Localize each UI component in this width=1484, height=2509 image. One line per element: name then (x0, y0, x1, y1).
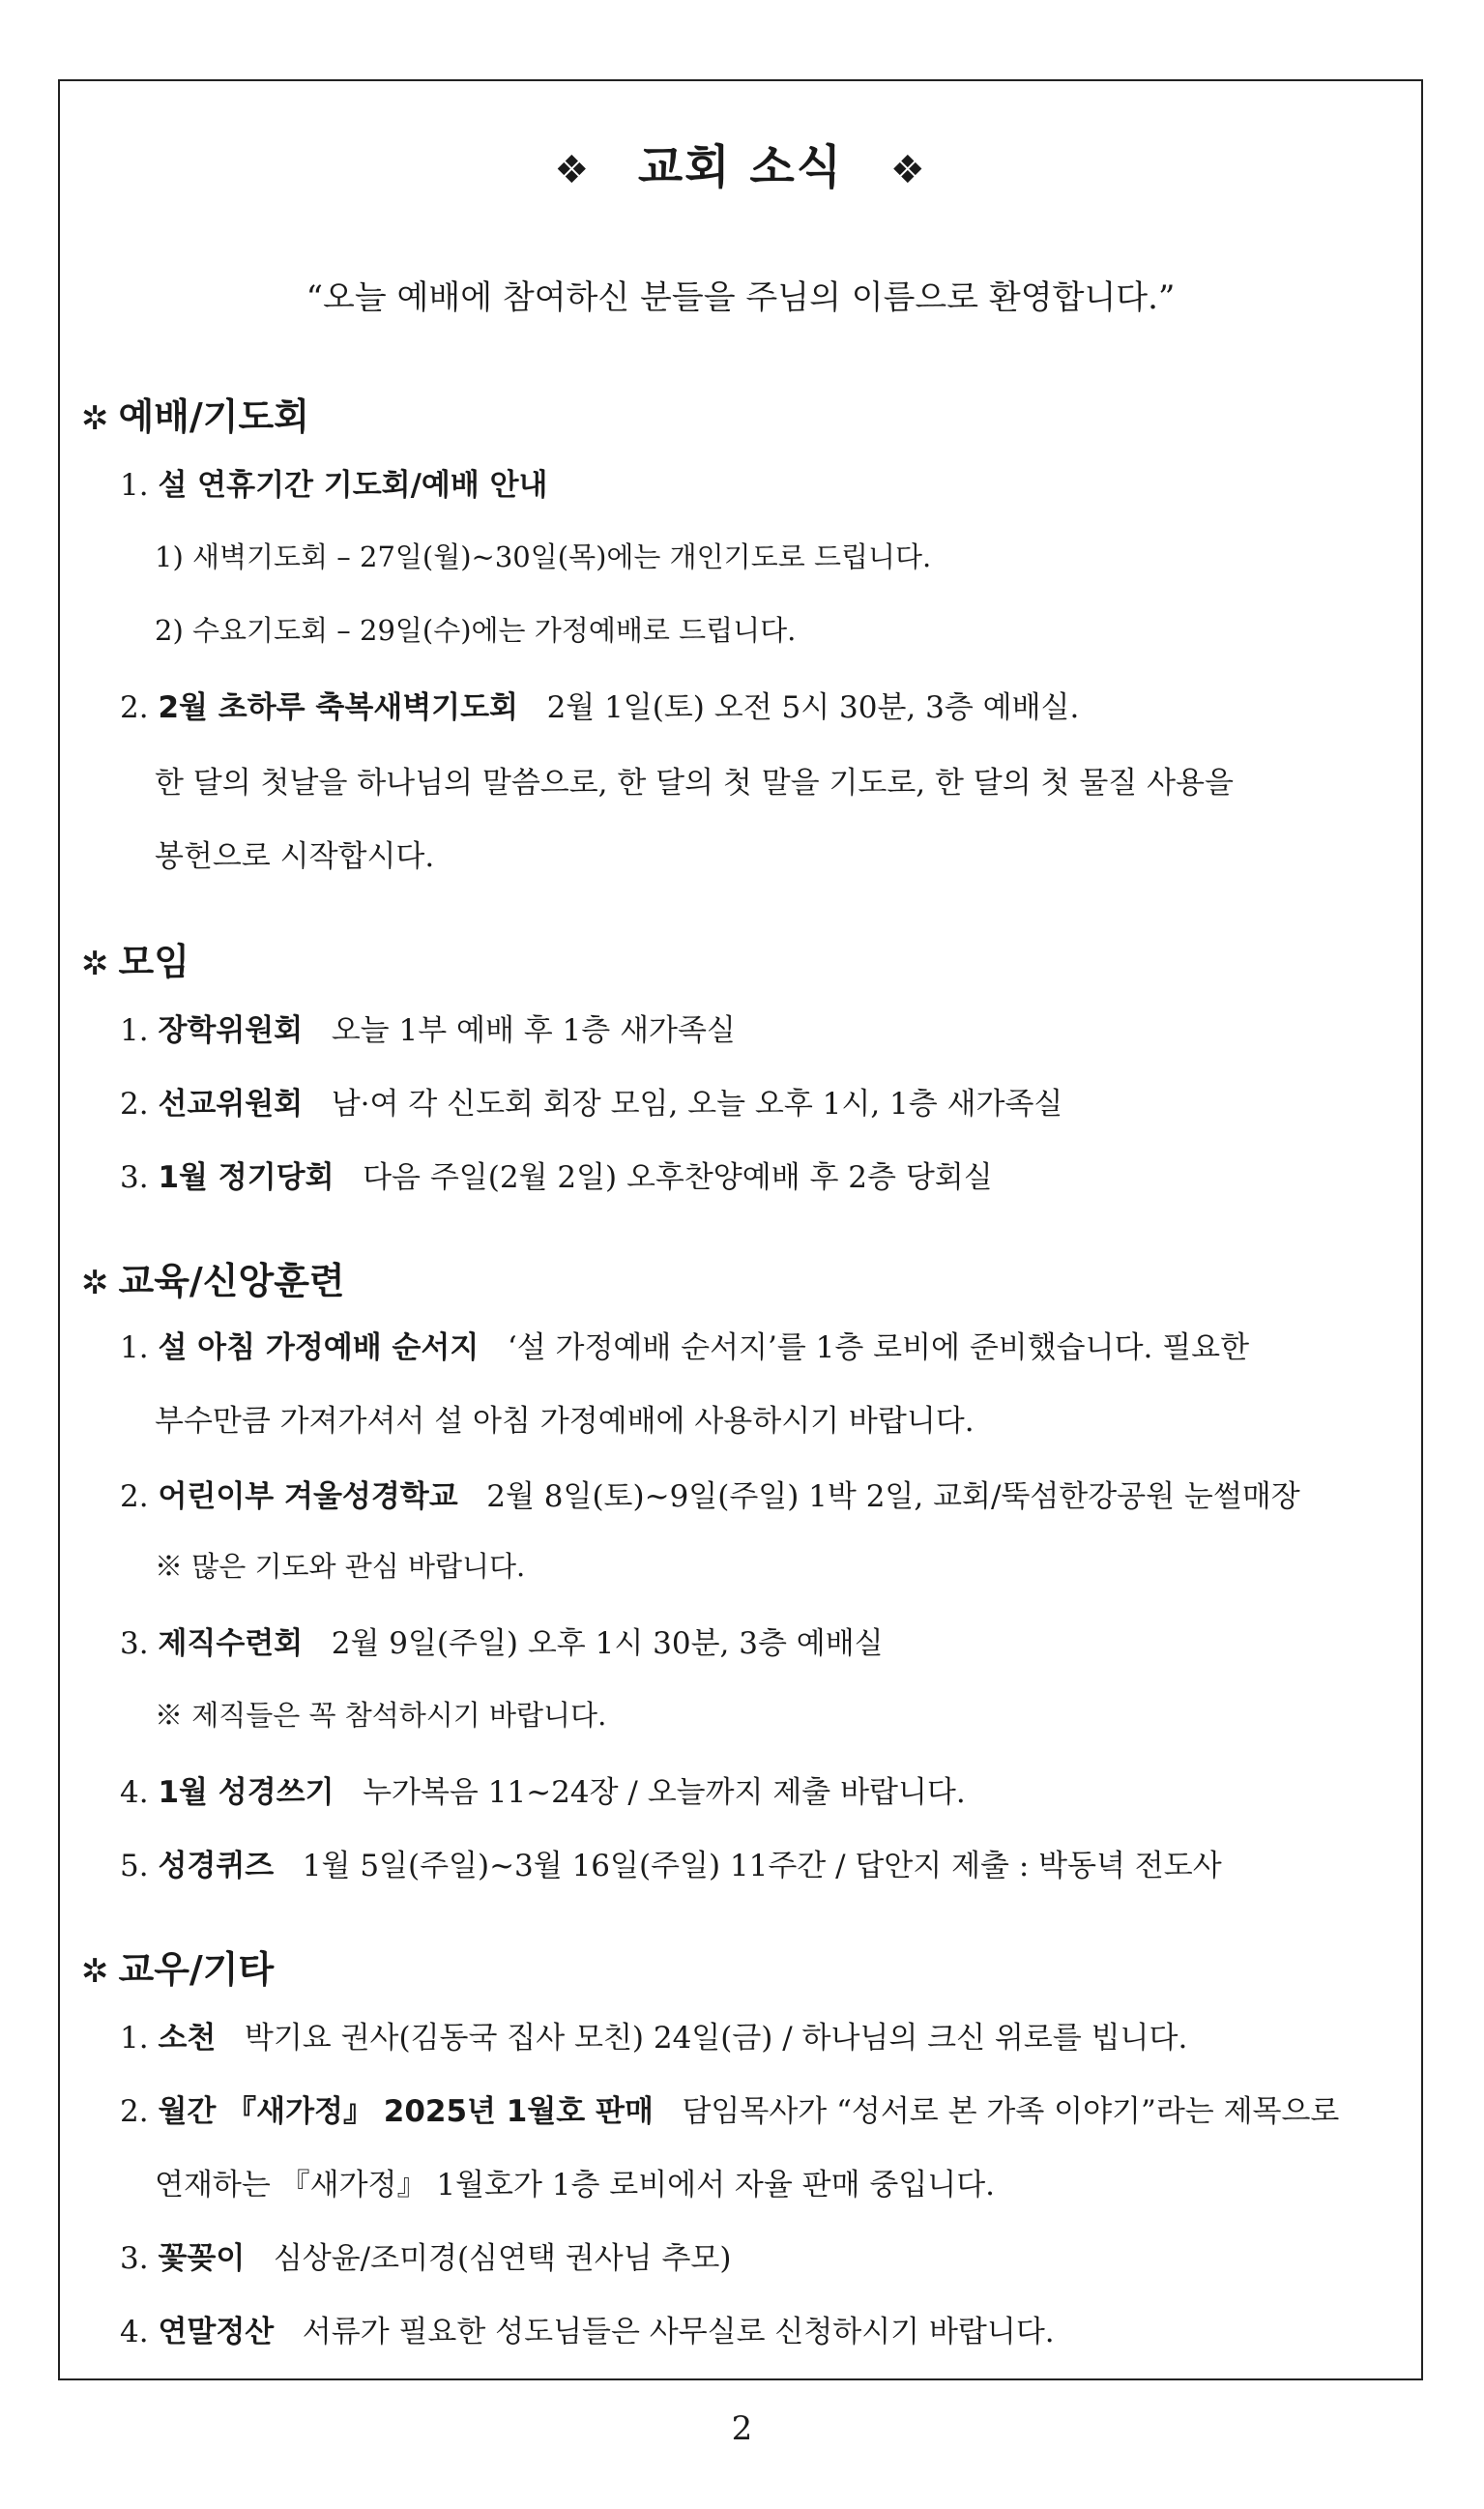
section-heading-education: ✲ 교육/신앙훈련 (81, 1260, 345, 1302)
page-title (60, 130, 1421, 196)
list-item: 3. 제직수련회 2월 9일(주일) 오후 1시 30분, 3층 예배실 (120, 1626, 884, 1661)
asterisk-flower-icon: ✲ (81, 945, 109, 983)
list-subitem: 2) 수요기도회 – 29일(수)에는 가정예배로 드립니다. (155, 614, 797, 647)
list-item: 5. 성경퀴즈 1월 5일(주일)~3월 16일(주일) 11주간 / 답안지 제출 : 박동녁 전도사 (120, 1849, 1222, 1883)
list-continuation: 한 달의 첫날을 하나님의 말씀으로, 한 달의 첫 말을 기도로, 한 달의 첫 물질 사용을 (155, 766, 1234, 801)
list-item: 1. 설 연휴기간 기도회/예배 안내 (120, 468, 548, 503)
diamond-ornament-icon: ❖ (554, 148, 592, 192)
list-item: 1. 장학위원회 오늘 1부 예배 후 1층 새가족실 (120, 1013, 736, 1048)
section-heading-meetings: ✲ 모임 (81, 941, 189, 983)
asterisk-flower-icon: ✲ (81, 1952, 109, 1991)
list-item: 2. 월간 『새가정』 2025년 1월호 판매 담임목사가 “성서로 본 가족 이야기”라는 제목으로 (120, 2094, 1340, 2129)
diamond-ornament-icon: ❖ (889, 148, 927, 192)
asterisk-flower-icon: ✲ (81, 1264, 109, 1302)
section-heading-worship: ✲ 예배/기도회 (81, 395, 309, 438)
list-subitem: 1) 새벽기도회 – 27일(월)~30일(목)에는 개인기도로 드립니다. (155, 540, 932, 573)
list-item: 3. 꽃꽂이 심상윤/조미경(심연택 권사님 추모) (120, 2241, 732, 2276)
section-heading-members: ✲ 교우/기타 (81, 1948, 275, 1991)
list-item: 4. 1월 성경쓰기 누가복음 11~24장 / 오늘까지 제출 바랍니다. (120, 1775, 966, 1810)
list-item: 3. 1월 정기당회 다음 주일(2월 2일) 오후찬양예배 후 2층 당회실 (120, 1160, 993, 1195)
note-text: ※ 제직들은 꼭 참석하시기 바랍니다. (155, 1699, 607, 1732)
list-item: 1. 설 아침 가정예배 순서지 ‘설 가정예배 순서지’를 1층 로비에 준비했습니다. 필요한 (120, 1330, 1250, 1365)
list-item: 2. 어린이부 겨울성경학교 2월 8일(토)~9일(주일) 1박 2일, 교회/뚝섬한강공원 눈썰매장 (120, 1479, 1300, 1514)
list-continuation: 봉헌으로 시작합시다. (155, 839, 435, 874)
list-continuation: 연재하는 『새가정』 1월호가 1층 로비에서 자율 판매 중입니다. (155, 2168, 996, 2203)
list-item: 1. 소천 박기요 권사(김동국 집사 모친) 24일(금) / 하나님의 크신 위로를 빕니다. (120, 2021, 1188, 2056)
bulletin-frame (58, 79, 1423, 2380)
asterisk-flower-icon: ✲ (81, 399, 109, 438)
list-item: 2. 선교위원회 남·여 각 신도회 회장 모임, 오늘 오후 1시, 1층 새가족실 (120, 1087, 1063, 1122)
list-continuation: 부수만큼 가져가셔서 설 아침 가정예배에 사용하시기 바랍니다. (155, 1404, 975, 1439)
list-item: 4. 연말정산 서류가 필요한 성도님들은 사무실로 신청하시기 바랍니다. (120, 2315, 1055, 2349)
title-text: 교회 소식 (637, 140, 844, 194)
page-number: 2 (731, 2409, 753, 2448)
list-item: 2. 2월 초하루 축복새벽기도회 2월 1일(토) 오전 5시 30분, 3층 예배실. (120, 690, 1080, 725)
welcome-message: “오늘 예배에 참여하신 분들을 주님의 이름으로 환영합니다.” (306, 278, 1176, 317)
note-text: ※ 많은 기도와 관심 바랍니다. (155, 1550, 526, 1583)
